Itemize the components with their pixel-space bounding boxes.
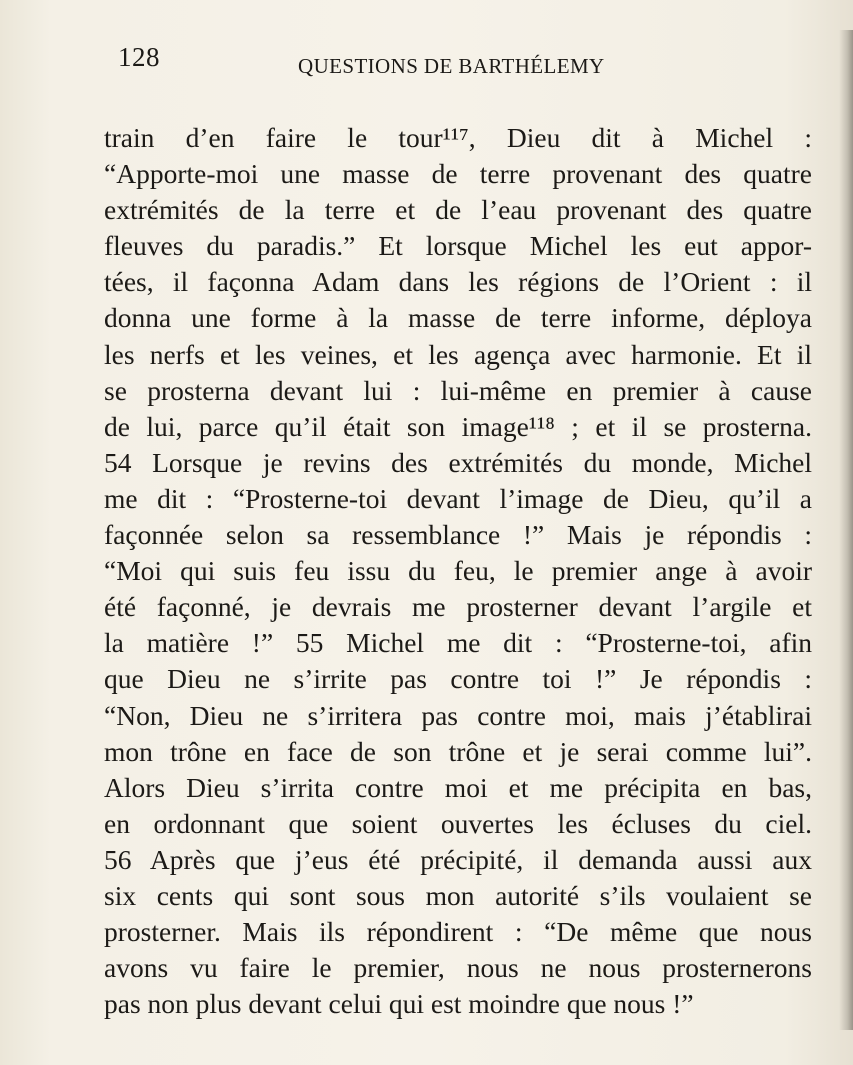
text-line: de lui, parce qu’il était son image¹¹⁸ ; et il se prosterna. [104, 410, 812, 442]
text-line: pas non plus devant celui qui est moindre que nous !” [104, 988, 694, 1020]
text-line: 54 Lorsque je revins des extrémités du monde, Michel [104, 446, 812, 478]
text-line: été façonné, je devrais me prosterner devant l’argile et [104, 591, 812, 623]
text-line: en ordonnant que soient ouvertes les écluses du ciel. [104, 807, 812, 839]
text-line: fleuves du paradis.” Et lorsque Michel les eut appor- [104, 230, 812, 262]
text-line: façonnée selon sa ressemblance !” Mais je répondis : [104, 519, 812, 551]
body-text [104, 120, 812, 1022]
page-edge-shadow [839, 30, 853, 1030]
text-line: la matière !” 55 Michel me dit : “Prosterne-toi, afin [104, 627, 812, 659]
text-line: “Moi qui suis feu issu du feu, le premier ange à avoir [104, 555, 812, 587]
text-line: train d’en faire le tour¹¹⁷, Dieu dit à Michel : [104, 122, 812, 153]
text-line: “Non, Dieu ne s’irritera pas contre moi, mais j’établirai [104, 699, 812, 731]
text-line: se prosterna devant lui : lui-même en premier à cause [104, 374, 812, 406]
text-line: tées, il façonna Adam dans les régions de l’Orient : il [104, 266, 812, 298]
text-line: que Dieu ne s’irrite pas contre toi !” Je répondis : [104, 663, 812, 695]
text-line: avons vu faire le premier, nous ne nous prosternerons [104, 952, 812, 984]
text-line: prosterner. Mais ils répondirent : “De même que nous [104, 916, 812, 948]
text-line: 56 Après que j’eus été précipité, il demanda aussi aux [104, 843, 812, 875]
text-line: me dit : “Prosterne-toi devant l’image de Dieu, qu’il a [104, 482, 812, 514]
running-title: QUESTIONS DE BARTHÉLEMY [298, 54, 605, 78]
page-number: 128 [118, 42, 160, 72]
text-line: six cents qui sont sous mon autorité s’ils voulaient se [104, 879, 812, 911]
page-header [118, 42, 818, 82]
text-line: Alors Dieu s’irrita contre moi et me précipita en bas, [104, 771, 812, 803]
text-line: extrémités de la terre et de l’eau provenant des quatre [104, 194, 812, 226]
text-line: mon trône en face de son trône et je serai comme lui”. [104, 735, 812, 767]
text-line: les nerfs et les veines, et les agença avec harmonie. Et il [104, 338, 812, 370]
text-line: donna une forme à la masse de terre informe, déploya [104, 302, 812, 334]
text-line: “Apporte-moi une masse de terre provenant des quatre [104, 158, 812, 190]
